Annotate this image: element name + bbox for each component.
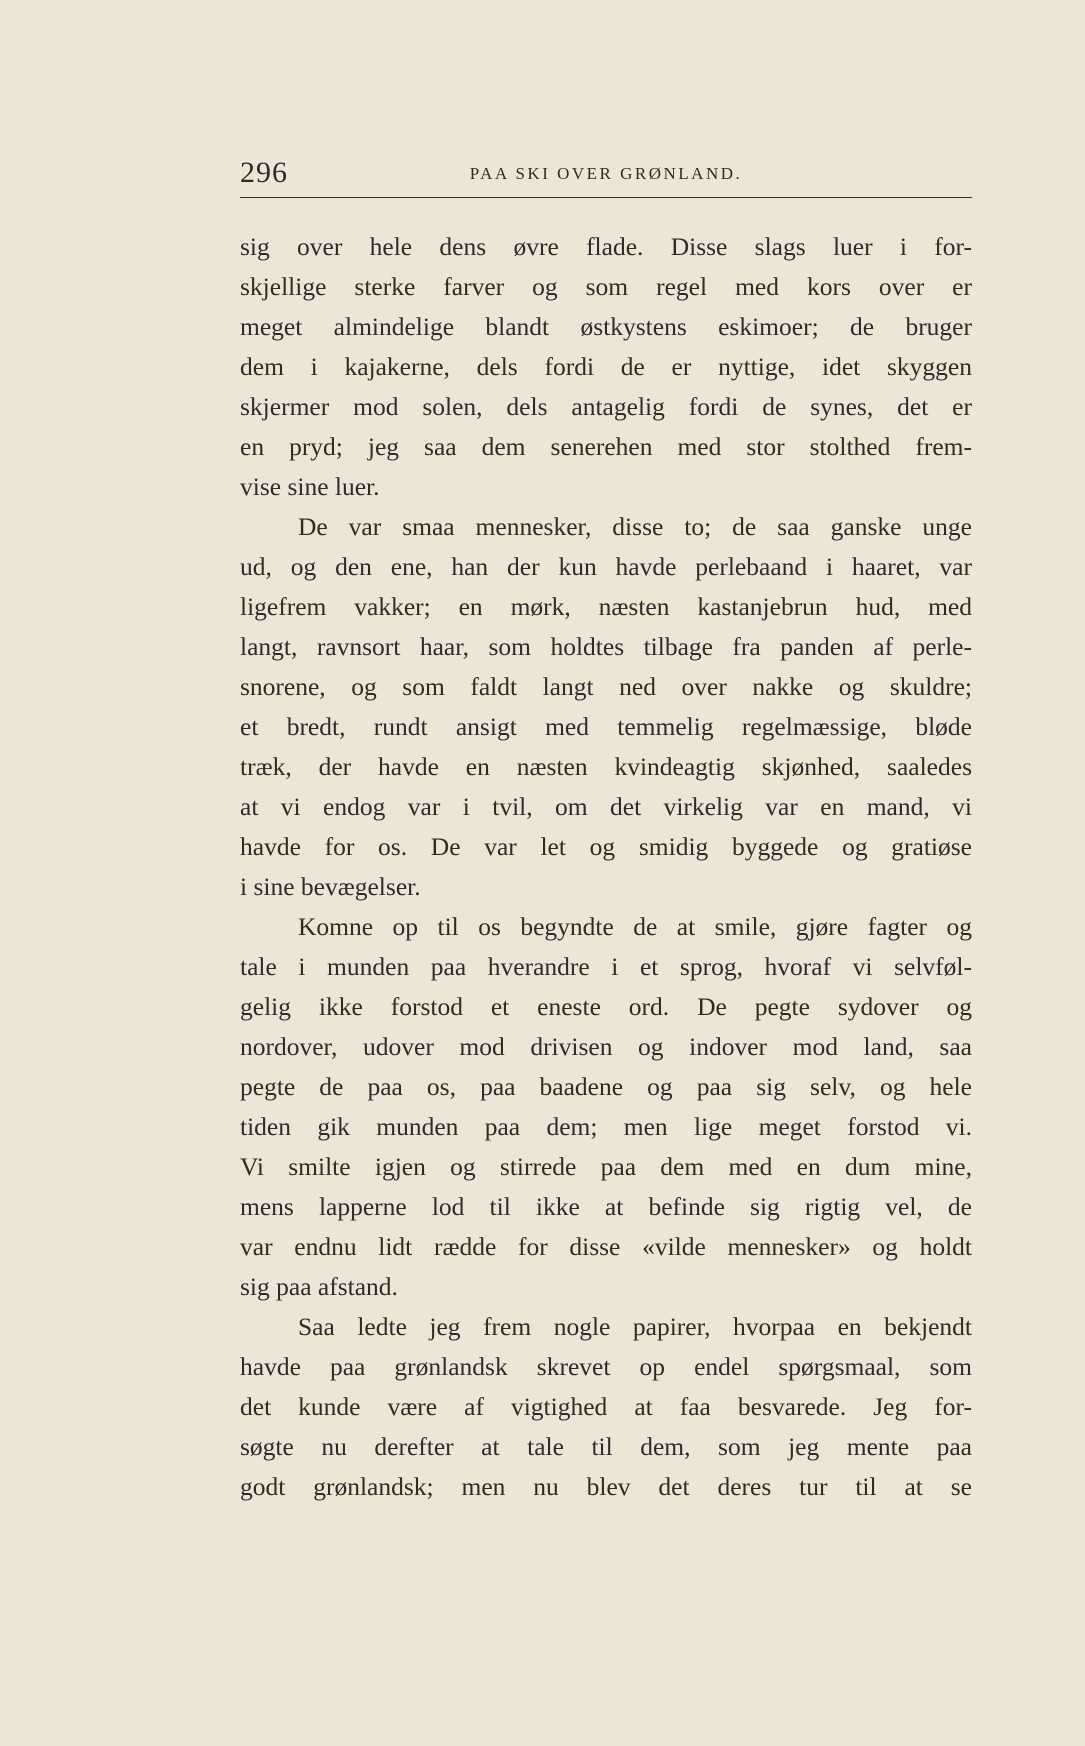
running-title: PAA SKI OVER GRØNLAND.	[469, 164, 743, 183]
text-line: dem i kajakerne, dels fordi de er nyttige, idet skyggen	[240, 352, 972, 381]
text-line: skjermer mod solen, dels antagelig fordi de synes, det er	[240, 392, 972, 421]
text-line: at vi endog var i tvil, om det virkelig var en mand, vi	[240, 792, 972, 821]
text-line: Saa ledte jeg frem nogle papirer, hvorpaa en bekjendt	[298, 1312, 972, 1341]
header-rule	[240, 197, 972, 198]
text-line: Vi smilte igjen og stirrede paa dem med en dum mine,	[240, 1152, 972, 1181]
text-line: havde paa grønlandsk skrevet op endel spørgsmaal, som	[240, 1352, 972, 1381]
text-line: sig over hele dens øvre flade. Disse slags luer i for-	[240, 232, 972, 261]
text-line: vise sine luer.	[240, 472, 380, 501]
page-header	[240, 155, 972, 191]
text-line: mens lapperne lod til ikke at befinde sig rigtig vel, de	[240, 1192, 972, 1221]
text-line: De var smaa mennesker, disse to; de saa ganske unge	[298, 512, 972, 541]
body-text	[240, 227, 972, 1507]
text-line: nordover, udover mod drivisen og indover mod land, saa	[240, 1032, 972, 1061]
text-line: det kunde være af vigtighed at faa besvarede. Jeg for-	[240, 1392, 972, 1421]
text-line: tale i munden paa hverandre i et sprog, hvoraf vi selvføl-	[240, 952, 972, 981]
text-line: i sine bevægelser.	[240, 872, 421, 901]
page-number: 296	[240, 156, 288, 189]
text-line: var endnu lidt rædde for disse «vilde mennesker» og holdt	[240, 1232, 972, 1261]
text-line: ud, og den ene, han der kun havde perlebaand i haaret, var	[240, 552, 972, 581]
text-line: et bredt, rundt ansigt med temmelig regelmæssige, bløde	[240, 712, 972, 741]
text-line: tiden gik munden paa dem; men lige meget forstod vi.	[240, 1112, 972, 1141]
text-line: ligefrem vakker; en mørk, næsten kastanjebrun hud, med	[240, 592, 972, 621]
text-line: godt grønlandsk; men nu blev det deres tur til at se	[240, 1472, 972, 1501]
text-line: træk, der havde en næsten kvindeagtig skjønhed, saaledes	[240, 752, 972, 781]
text-line: Komne op til os begyndte de at smile, gjøre fagter og	[298, 912, 972, 941]
text-line: snorene, og som faldt langt ned over nakke og skuldre;	[240, 672, 972, 701]
text-line: pegte de paa os, paa baadene og paa sig selv, og hele	[240, 1072, 972, 1101]
text-line: langt, ravnsort haar, som holdtes tilbage fra panden af perle-	[240, 632, 972, 661]
text-line: sig paa afstand.	[240, 1272, 398, 1301]
text-line: meget almindelige blandt østkystens eskimoer; de bruger	[240, 312, 972, 341]
text-line: gelig ikke forstod et eneste ord. De pegte sydover og	[240, 992, 972, 1021]
text-line: havde for os. De var let og smidig byggede og gratiøse	[240, 832, 972, 861]
text-line: skjellige sterke farver og som regel med kors over er	[240, 272, 972, 301]
text-line: søgte nu derefter at tale til dem, som jeg mente paa	[240, 1432, 972, 1461]
text-line: en pryd; jeg saa dem senerehen med stor stolthed frem-	[240, 432, 972, 461]
